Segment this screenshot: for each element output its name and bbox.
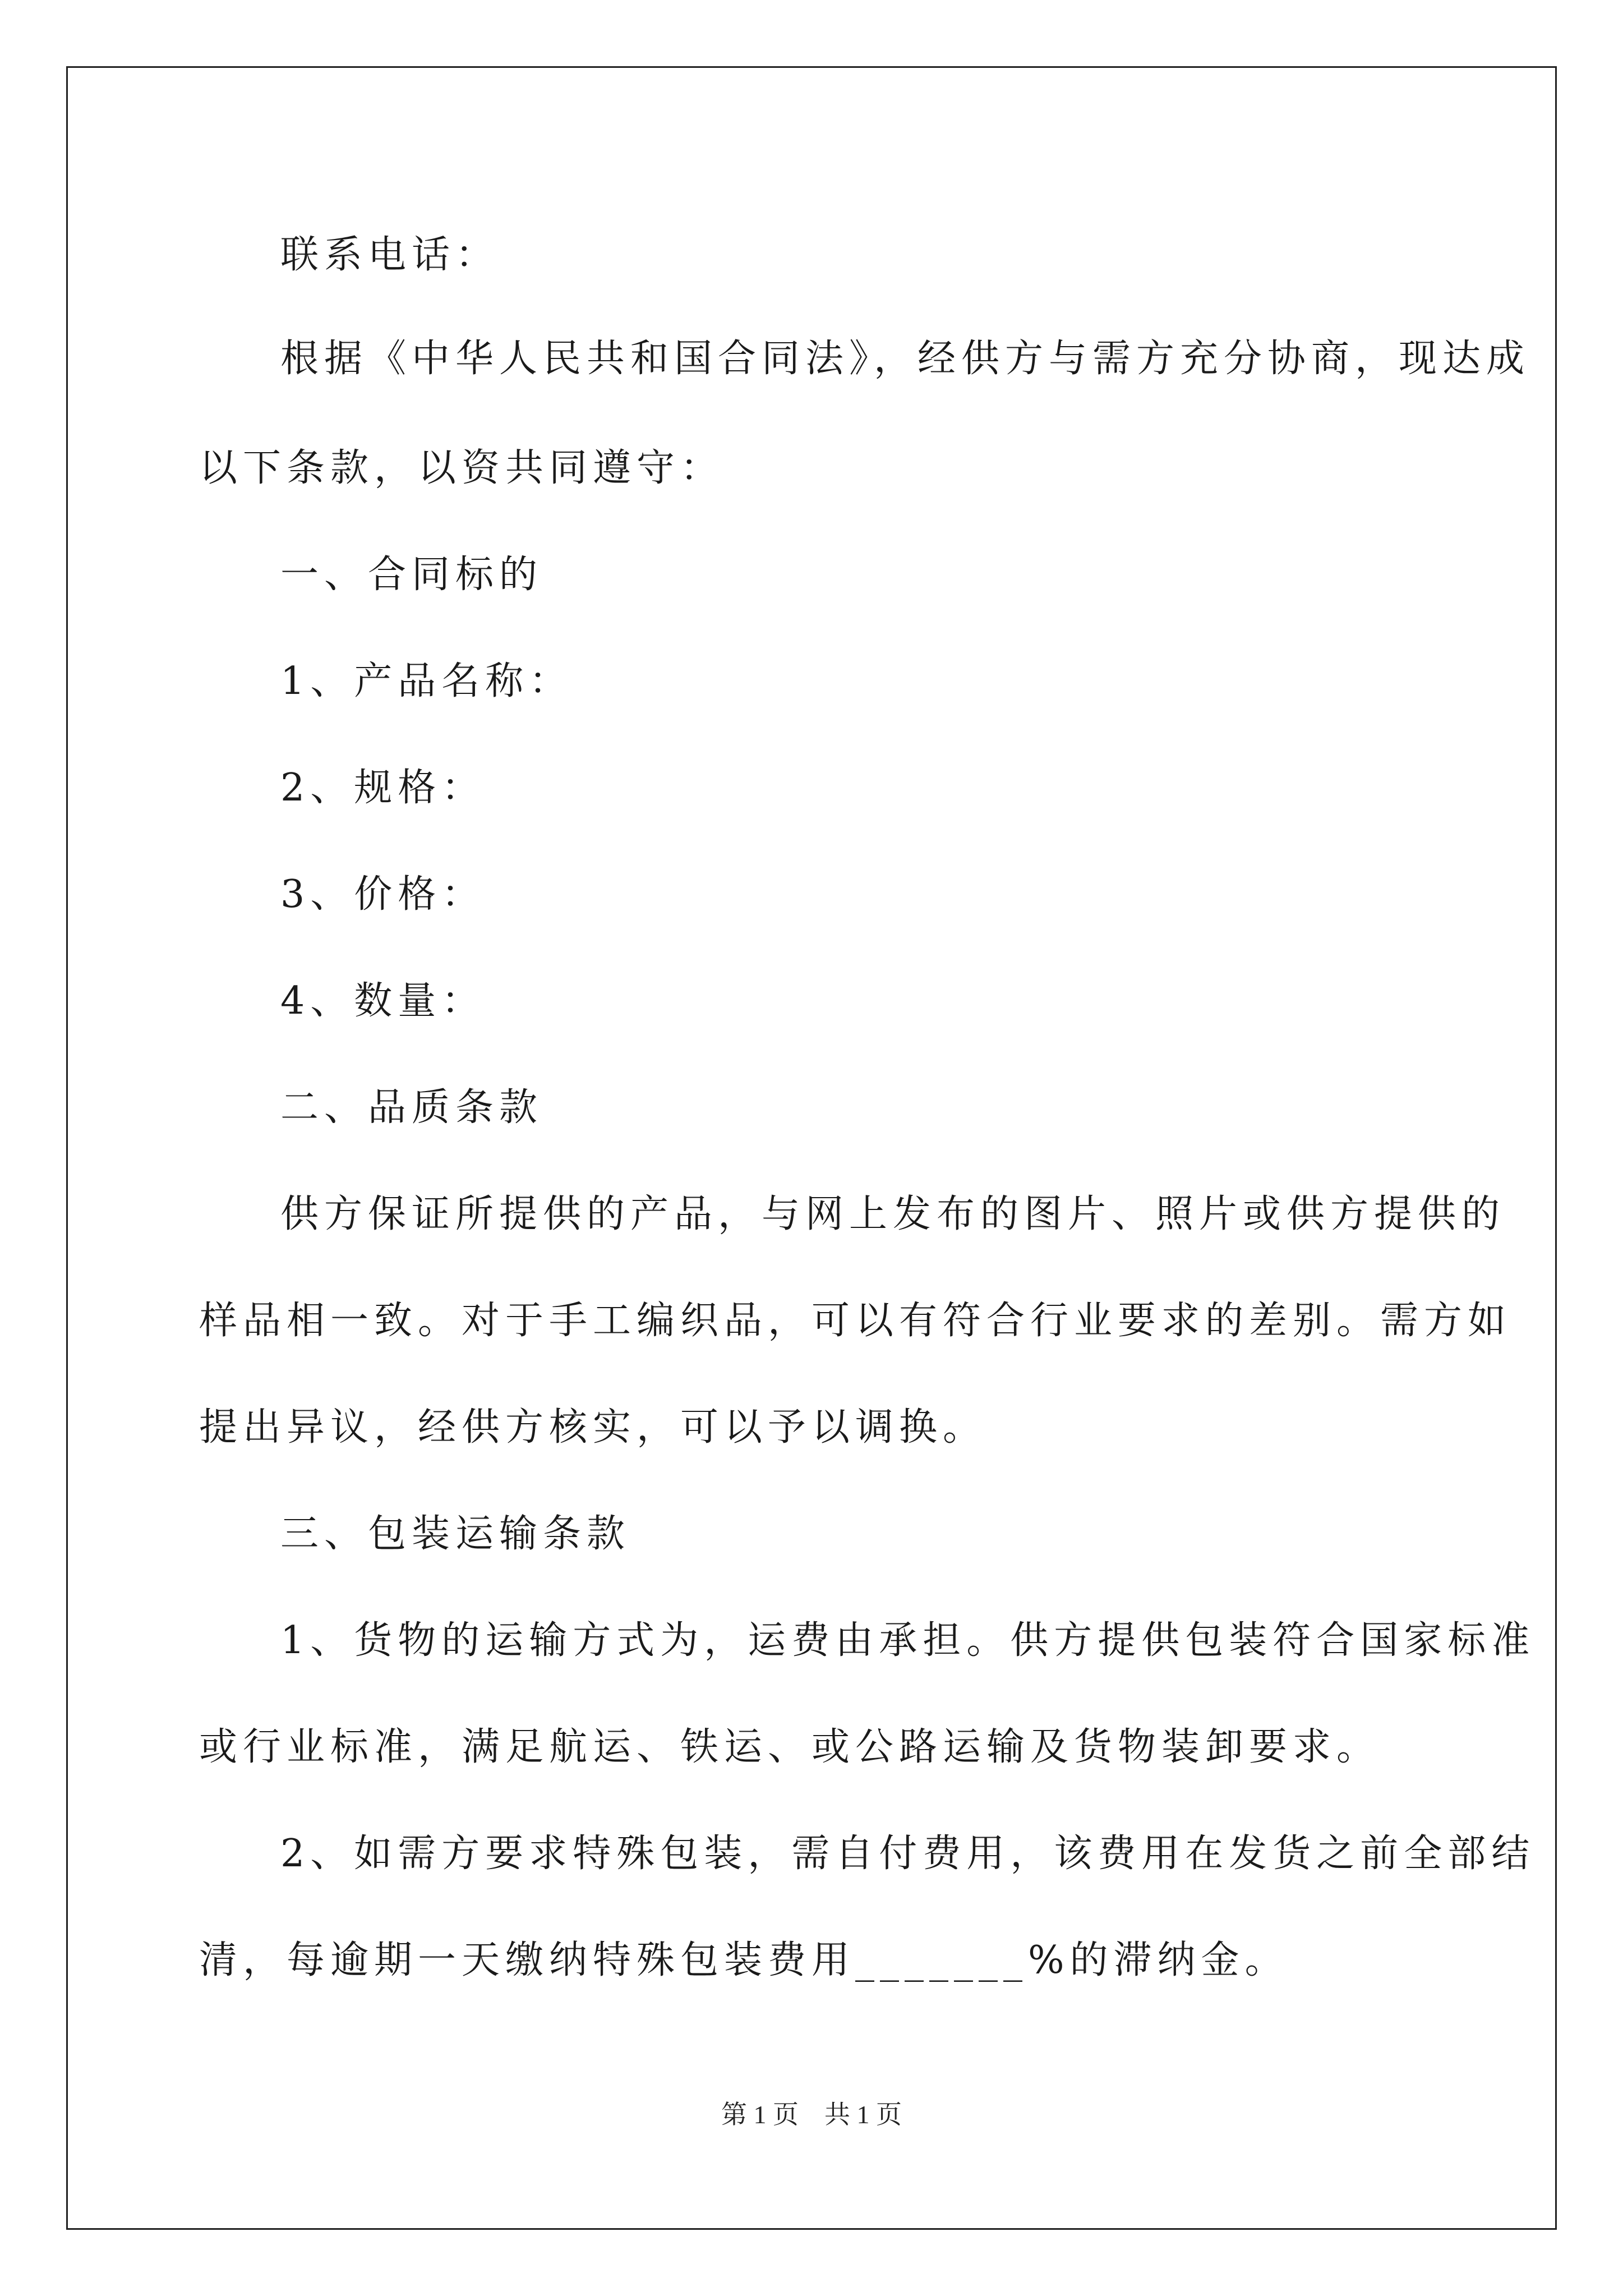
- product-name-item: 1、产品名称：: [280, 659, 573, 703]
- transport-clause-1-line-1: 1、货物的运输方式为，运费由承担。供方提供包装符合国家标准: [280, 1618, 1536, 1663]
- contact-phone-line: 联系电话：: [280, 233, 500, 277]
- section-3-heading: 三、包装运输条款: [280, 1512, 631, 1556]
- quantity-item: 4、数量：: [280, 979, 486, 1023]
- transport-clause-1-line-2: 或行业标准，满足航运、铁运、或公路运输及货物装卸要求。: [199, 1725, 1381, 1769]
- section-1-heading: 一、合同标的: [280, 553, 543, 597]
- section-2-heading: 二、品质条款: [280, 1085, 543, 1130]
- page-number-footer: 第 1 页 共 1 页: [721, 2100, 902, 2129]
- transport-clause-2-line-2: 清，每逾期一天缴纳特殊包装费用_______%的滞纳金。: [199, 1938, 1289, 1982]
- intro-paragraph-line-1: 根据《中华人民共和国合同法》，经供方与需方充分协商，现达成: [280, 337, 1530, 381]
- intro-paragraph-line-2: 以下条款，以资共同遵守：: [199, 446, 725, 490]
- transport-clause-2-line-1: 2、如需方要求特殊包装，需自付费用，该费用在发货之前全部结: [280, 1832, 1536, 1876]
- quality-paragraph-line-2: 样品相一致。对于手工编织品，可以有符合行业要求的差别。需方如: [199, 1299, 1512, 1343]
- quality-paragraph-line-1: 供方保证所提供的产品，与网上发布的图片、照片或供方提供的: [280, 1192, 1506, 1236]
- page-border: [66, 66, 1557, 2230]
- price-item: 3、价格：: [280, 872, 486, 917]
- quality-paragraph-line-3: 提出异议，经供方核实，可以予以调换。: [199, 1405, 987, 1450]
- specification-item: 2、规格：: [280, 766, 486, 810]
